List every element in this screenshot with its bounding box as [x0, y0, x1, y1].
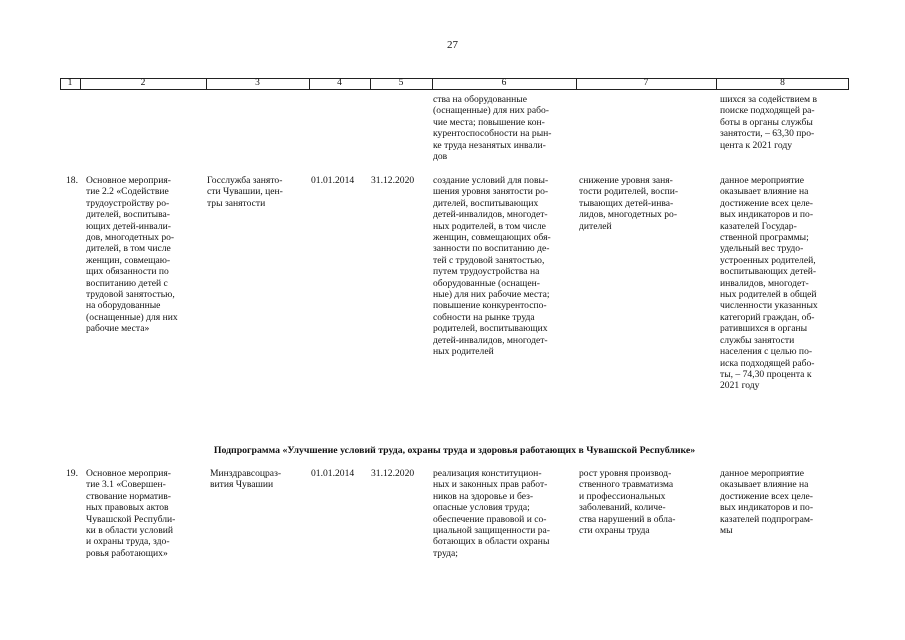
row18-number: 18. — [66, 175, 78, 186]
header-col-number: 4 — [337, 78, 342, 88]
page-number: 27 — [447, 39, 458, 51]
header-col-number: 7 — [643, 78, 649, 88]
row19-start-date: 01.01.2014 — [311, 468, 355, 479]
header-col-number: 3 — [255, 78, 260, 88]
row19-executor: Минздравсоцраз- вития Чувашии — [210, 468, 282, 491]
row18-consequences: снижение уровня заня- тости родителей, воспи- тывающих детей-инва- лидов, многодетных ро- дителей — [579, 175, 679, 232]
header-bottom-rule — [60, 89, 849, 90]
row18-indicators: данное мероприятие оказывает влияние на достижение всех целе- вых индикаторов и по- казателей Государ- ственной программы; удельный вес трудо- устроенных родителей, воспитывающих детей- инвалидов, многодет- ных родителей в общей численности указанных категорий граждан, об- ратившихся в органы службы занятости населения с целью по- иска подходящей рабо- ты, – 74,30 процента к 2021 году — [720, 175, 818, 392]
subprogram-heading: Подпрограмма «Улучшение условий труда, охраны труда и здоровья работающих в Чувашской Республике» — [213, 445, 696, 456]
row18-end-date: 31.12.2020 — [371, 175, 415, 186]
row18-start-date: 01.01.2014 — [311, 175, 355, 186]
header-col-number: 1 — [67, 78, 73, 88]
row19-end-date: 31.12.2020 — [371, 468, 415, 479]
row18-expected-result: создание условий для повы- шения уровня занятости ро- дителей, воспитывающих детей-инвалидов, многодет- ных родителей, в том числе женщин, совмещающих обя- занности по воспитанию де- тей с трудовой занятостью, путем трудоустройства на оборудованные (оснащен- ные) для них рабочие места; повышение конкурентоспо- собности на рынке труда родителей, воспитывающих детей-инвалидов, многодет- ных родителей — [433, 175, 551, 358]
header-col-number: 2 — [140, 78, 146, 88]
row18-executor: Госслужба занято- сти Чувашии, цен- тры занятости — [207, 175, 283, 209]
row19-indicators: данное мероприятие оказывает влияние на достижение всех целе- вых индикаторов и по- казателей подпрограм- мы — [720, 468, 814, 537]
row19-number: 19. — [66, 468, 78, 479]
row19-expected-result: реализация конституцион- ных и законных прав работ- ников на здоровье и без- опасные условия труда; обеспечение правовой и со- циальной защищенности ра- ботающих в области охраны труда; — [433, 468, 550, 559]
header-col-number: 6 — [501, 78, 507, 88]
row18-activity: Основное мероприя- тие 2.2 «Содействие трудоустройству ро- дителей, воспитыва- ющих детей-инвали- дов, многодетных ро- дителей, в том числе женщин, совмещаю- щих обязанности по воспитанию детей с трудовой занятостью, на оборудованные (оснащенные) для них рабочие места» — [86, 175, 178, 335]
continued-col8-text: шихся за содействием в поиске подходящей ра- боты в органы службы занятости, – 63,30 про- цента к 2021 году — [720, 94, 817, 151]
header-col-number: 8 — [780, 78, 785, 88]
header-col-number: 5 — [398, 78, 404, 88]
row19-activity: Основное мероприя- тие 3.1 «Совершен- ствование норматив- ных правовых актов Чувашской Республи- ки в области условий и охраны труда, здо- ровья работающих» — [86, 468, 176, 559]
row19-consequences: рост уровня производ- ственного травматизма и профессиональных заболеваний, количе- ства нарушений в обла- сти охраны труда — [579, 468, 676, 537]
continued-col6-text: ства на оборудованные (оснащенные) для них рабо- чие места; повышение кон- курентоспособности на рын- ке труда незанятых инвали- дов — [433, 94, 552, 163]
